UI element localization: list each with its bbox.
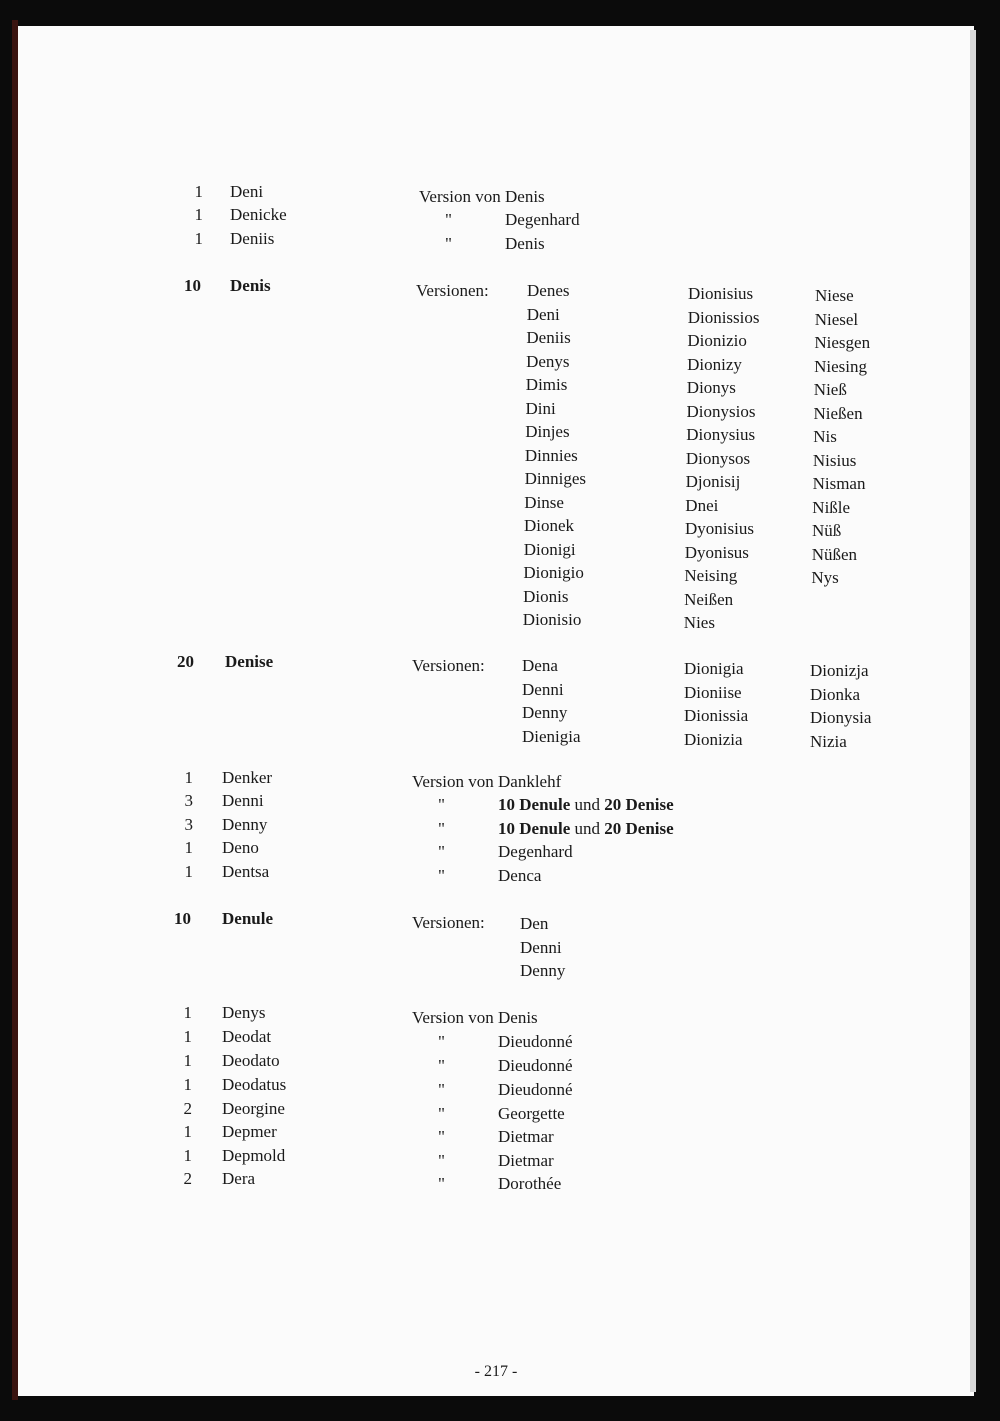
entry-count: 2 [183,1099,192,1118]
version-target-part: und [570,819,605,838]
variant-name: Nies [683,613,715,632]
entry-name: Deorgine [222,1099,285,1118]
version-target-part: 20 Denise [604,819,674,838]
variant-name: Dionizja [810,661,869,680]
variant-name: Dioniise [684,682,742,702]
variant-name: Dionek [524,516,575,535]
version-target: Degenhard [505,210,580,229]
variant-name: Denys [526,351,570,371]
variant-name: Dinniges [524,469,586,488]
entry-name: Denny [222,815,268,834]
entry-count: 1 [194,182,203,201]
ditto-mark: " [438,1127,445,1146]
variant-name: Denes [527,281,570,300]
variant-name: Dionysius [686,425,756,444]
variant-name: Nießen [813,403,863,423]
version-target-part: Denca [498,866,542,885]
variant-name: Dienigia [522,726,581,746]
ditto-mark: " [438,1104,445,1123]
entry-name: Denule [222,909,273,928]
variant-name: Neising [684,566,738,585]
variant-name: Dionissios [687,307,760,327]
entry-name: Deodat [222,1027,272,1046]
entry-name: Denicke [230,205,287,224]
version-target: Georgette [498,1104,565,1123]
variant-name: Nüßen [811,544,858,564]
entry-count: 1 [183,1146,192,1165]
variant-name: Dionigio [523,563,584,582]
version-target: Dietmar [498,1127,554,1146]
variant-name: Dionizy [687,354,742,374]
entry-count: 1 [183,1051,192,1070]
entry-name: Deniis [230,229,275,248]
entry-count: 10 [184,276,201,295]
variant-name: Dinse [524,492,564,512]
entry-name: Deni [230,182,264,201]
variant-name: Nüß [812,521,842,540]
variant-name: Denni [520,937,562,957]
variant-name: Dionizio [687,331,747,350]
entry-count: 1 [194,229,203,248]
variant-name: Dionigia [684,659,744,678]
ditto-mark: " [438,1080,445,1099]
variant-name: Nizia [810,731,847,751]
version-prefix: Version von [412,1008,494,1027]
variant-name: Denni [522,679,564,699]
variant-name: Dionigi [523,539,576,559]
variant-name: Dionizia [684,729,743,749]
variant-name: Deni [526,304,560,324]
variant-name: Dionissia [684,706,749,725]
variant-name: Dionysos [685,448,751,468]
entry-name: Denis [230,276,271,295]
versions-label: Versionen: [412,656,485,675]
version-target: Denis [505,187,545,206]
entry-name: Depmold [222,1146,286,1165]
version-target-part: und [570,795,605,814]
variant-name: Niese [815,286,854,305]
variant-name: Neißen [684,589,734,609]
version-target: Dietmar [498,1151,554,1170]
variant-name: Nis [813,427,837,446]
ditto-mark: " [438,1151,445,1170]
version-prefix: Version von [412,772,494,791]
variant-name: Dnei [685,495,719,515]
version-target: Dieudonné [498,1080,573,1099]
entry-count: 1 [184,768,193,787]
variant-name: Dyonisus [684,542,749,562]
entry-name: Dentsa [222,862,270,881]
variant-name: Dionys [686,378,736,397]
entry-count: 1 [183,1027,192,1046]
entry-count: 1 [183,1075,192,1094]
entry-name: Denys [222,1003,266,1022]
version-target: Denis [498,1008,538,1027]
variant-name: Dionysia [810,708,872,727]
variant-name: Dionysios [686,401,756,421]
entry-count: 1 [184,862,193,881]
variant-name: Deniis [526,328,571,347]
entry-count: 1 [194,205,203,224]
variant-name: Den [520,914,549,933]
version-prefix: Version von [419,187,501,206]
version-target-part: Danklehf [498,772,562,791]
entry-count: 1 [183,1122,192,1141]
version-target [498,867,541,884]
ditto-mark: " [438,819,445,838]
variant-name: Niesel [814,309,859,329]
version-target-part: 10 Denule [498,819,571,838]
variant-name: Denny [520,961,566,980]
variant-name: Nisman [812,474,866,493]
variant-name: Dionka [810,684,861,704]
variant-name: Niesing [814,356,867,376]
entry-count: 10 [174,909,191,928]
entry-name: Deodatus [222,1075,287,1094]
version-target: Denis [505,234,545,253]
ditto-mark: " [438,1056,445,1075]
version-target-part: 20 Denise [604,795,674,814]
variant-name: Dionisius [688,284,754,303]
entry-count: 3 [184,791,193,810]
page-number: - 217 - [474,1363,518,1380]
variant-name: Nieß [813,380,847,399]
variant-name: Dionis [523,586,569,606]
entry-count: 1 [183,1003,192,1022]
entry-name: Deno [222,838,259,857]
variant-name: Dini [525,398,556,418]
versions-label: Versionen: [416,281,489,300]
ditto-mark: " [445,234,452,253]
entry-name: Denni [222,791,264,810]
ditto-mark: " [438,866,445,885]
variant-name: Dena [522,656,558,675]
version-target [498,773,561,790]
variant-name: Nißle [812,497,851,517]
entry-count: 3 [184,815,193,834]
versions-label: Versionen: [412,913,485,932]
page [18,26,974,1396]
ditto-mark: " [438,842,445,861]
ditto-mark: " [445,210,452,229]
variant-name: Nisius [812,450,857,470]
entry-name: Depmer [222,1122,277,1141]
version-target [498,820,674,837]
ditto-mark: " [438,1032,445,1051]
variant-name: Niesgen [814,333,871,352]
variant-name: Dinjes [525,422,570,441]
ditto-mark: " [438,795,445,814]
entry-count: 1 [184,838,193,857]
entry-count: 20 [177,652,194,671]
version-target-part: 10 Denule [498,795,571,814]
version-target: Dieudonné [498,1032,573,1051]
ditto-mark: " [438,1174,445,1193]
version-target: Dorothée [498,1174,562,1193]
variant-name: Dinnies [524,445,578,465]
entry-count: 2 [183,1169,192,1188]
variant-name: Djonisij [685,472,741,491]
entry-name: Denker [222,768,273,787]
entry-name: Denise [225,652,274,671]
entry-name: Dera [222,1169,256,1188]
page-edge [970,30,976,1392]
version-target [498,796,674,813]
version-target-part: Degenhard [498,842,573,861]
version-target [498,843,573,860]
variant-name: Denny [522,703,568,722]
entry-name: Deodato [222,1051,280,1070]
variant-name: Dimis [525,375,568,394]
variant-name: Dionisio [522,610,582,629]
variant-name: Dyonisius [685,519,754,538]
variant-name: Nys [811,568,839,587]
version-target: Dieudonné [498,1056,573,1075]
